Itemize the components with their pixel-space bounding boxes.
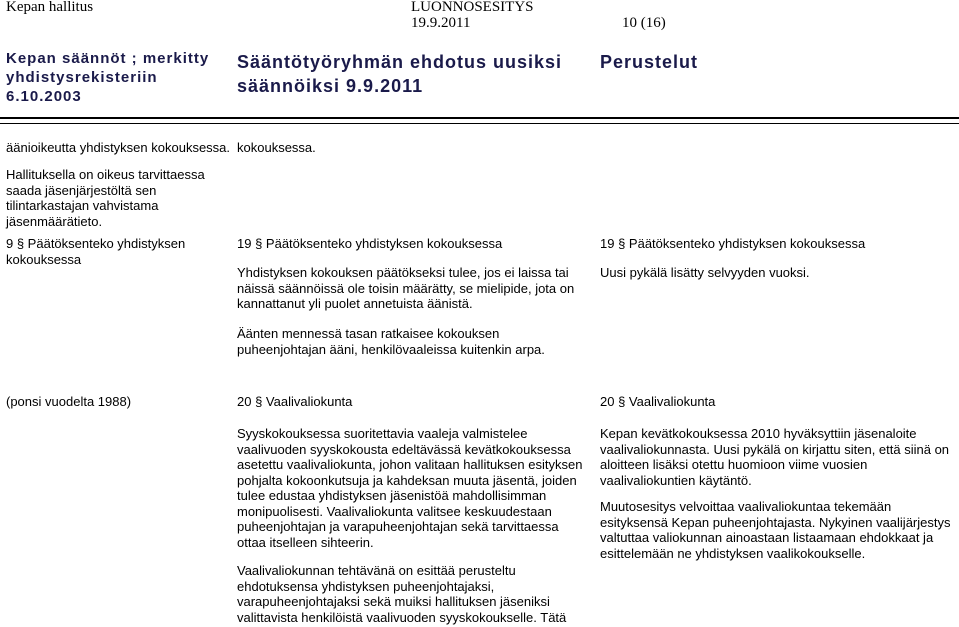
text-line: puheenjohtajan ääni, henkilövaaleissa kuitenkin arpa. bbox=[237, 341, 545, 357]
motion-note: (ponsi vuodelta 1988) bbox=[6, 394, 132, 409]
document-date: 19.9.2011 bbox=[411, 15, 471, 31]
column-header-line: Sääntötyöryhmän ehdotus uusiksi bbox=[237, 52, 563, 72]
text-line: tilintarkastajan vahvistama bbox=[6, 198, 159, 213]
text-line: aloitteen lisäksi otettu huomioon viime vuosien bbox=[600, 457, 868, 472]
text-line: saada jäsenjärjestöltä sen bbox=[6, 182, 157, 198]
text-line: Yhdistyksen kokouksen päätökseksi tulee, jos ei laissa tai bbox=[237, 265, 569, 280]
column-header-line: säännöiksi 9.9.2011 bbox=[237, 76, 424, 96]
text-line: puheenjohtajan ja varapuheenjohtajan sekä tarvittaessa bbox=[237, 519, 559, 534]
document-status: LUONNOSESITYS bbox=[411, 0, 534, 15]
column-header-line: Kepan säännöt ; merkitty bbox=[6, 50, 210, 67]
text-line: kannattanut yli puolet annetuista äänistä. bbox=[237, 296, 473, 311]
text-line: Äänten mennessä tasan ratkaisee kokouksen bbox=[237, 326, 500, 341]
section-20-reasoning-paragraph-1 bbox=[600, 426, 949, 488]
text-line: äänioikeutta yhdistyksen kokouksessa. bbox=[6, 140, 231, 155]
text-line: vaalivaliokunnasta. Uusi pykälä on kirjattu siten, että siinä on bbox=[600, 441, 950, 457]
column-header-reasoning: Perustelut bbox=[600, 52, 699, 72]
column-header-line: yhdistysrekisteriin bbox=[6, 69, 158, 86]
section-20-paragraph-1 bbox=[237, 426, 582, 550]
text-line: monipuolisesti. Vaalivaliokunta valitsee keskuudestaan bbox=[237, 503, 552, 519]
text-line: näissä säännöissä ole toisin määrätty, se mielipide, jota on bbox=[237, 280, 575, 296]
continuation-text-current bbox=[6, 140, 230, 156]
text-line: valittavista henkilöistä vaalivuoden syyskokoukselle. Tätä bbox=[237, 609, 567, 625]
text-line: kokouksessa. bbox=[237, 140, 316, 155]
text-line: asetettu vaalivaliokunta, johon valitaan hallituksen esityksen bbox=[237, 457, 583, 472]
page-number: 10 (16) bbox=[622, 15, 666, 31]
header-divider bbox=[0, 117, 959, 119]
text-line: vaalivuoden syyskokousta edeltävässä kevätkokouksessa bbox=[237, 441, 571, 457]
text-line: Vaalivaliokunnan tehtävänä on esittää perusteltu bbox=[237, 563, 516, 578]
header-divider-thin bbox=[0, 123, 959, 124]
text-line: Syyskokouksessa suoritettavia vaaleja valmistelee bbox=[237, 426, 528, 441]
column-header-line: 6.10.2003 bbox=[6, 88, 82, 105]
section-heading-current-9 bbox=[6, 236, 185, 267]
text-line: ottaa itselleen sihteerin. bbox=[237, 534, 374, 550]
text-line: esityksensä Kepan puheenjohtajasta. Nykyinen vaalijärjestys bbox=[600, 514, 951, 530]
text-line: tulee edustaa yhdistyksen jäsenistöä mahdollisimman bbox=[237, 488, 547, 503]
heading-line: 9 § Päätöksenteko yhdistyksen bbox=[6, 236, 186, 251]
continuation-text-proposal bbox=[237, 140, 316, 156]
section-19-paragraph-1 bbox=[237, 265, 574, 312]
section-heading-reasoning-19: 19 § Päätöksenteko yhdistyksen kokouksessa bbox=[600, 236, 866, 251]
text-line: Muutosesitys velvoittaa vaalivaliokuntaa tekemään bbox=[600, 499, 892, 514]
text-line: varapuheenjohtajaksi sekä muiksi hallituksen jäseniksi bbox=[237, 594, 550, 609]
text-line: ehdotuksensa yhdistyksen puheenjohtajaksi, bbox=[237, 578, 495, 594]
section-heading-reasoning-20: 20 § Vaalivaliokunta bbox=[600, 394, 716, 409]
section-heading-proposal-19: 19 § Päätöksenteko yhdistyksen kokouksessa bbox=[237, 236, 503, 251]
heading-line: kokouksessa bbox=[6, 251, 82, 267]
text-line: Kepan kevätkokouksessa 2010 hyväksyttiin jäsenaloite bbox=[600, 426, 917, 441]
text-line: Hallituksella on oikeus tarvittaessa bbox=[6, 167, 205, 182]
section-heading-proposal-20: 20 § Vaalivaliokunta bbox=[237, 394, 353, 409]
text-line: vaalivaliokuntien käytäntö. bbox=[600, 472, 752, 488]
member-count-paragraph bbox=[6, 167, 205, 229]
text-line: valtuttaa valiokunnan ainoastaan listaamaan ehdokkaat ja bbox=[600, 530, 934, 545]
column-header-current-rules bbox=[6, 49, 209, 106]
text-line: pohjalta kokoonkutsuja ja kahdeksan muuta jäsentä, joiden bbox=[237, 472, 577, 488]
section-19-paragraph-2 bbox=[237, 326, 545, 357]
organization-name: Kepan hallitus bbox=[6, 0, 94, 15]
column-header-proposal bbox=[237, 50, 562, 98]
text-line: jäsenmäärätieto. bbox=[6, 213, 103, 229]
section-20-reasoning-paragraph-2 bbox=[600, 499, 950, 561]
text-line: esittelemään ne yhdistyksen vaalikokoukselle. bbox=[600, 545, 866, 561]
section-20-paragraph-2 bbox=[237, 563, 566, 625]
section-19-reasoning-text: Uusi pykälä lisätty selvyyden vuoksi. bbox=[600, 265, 810, 280]
